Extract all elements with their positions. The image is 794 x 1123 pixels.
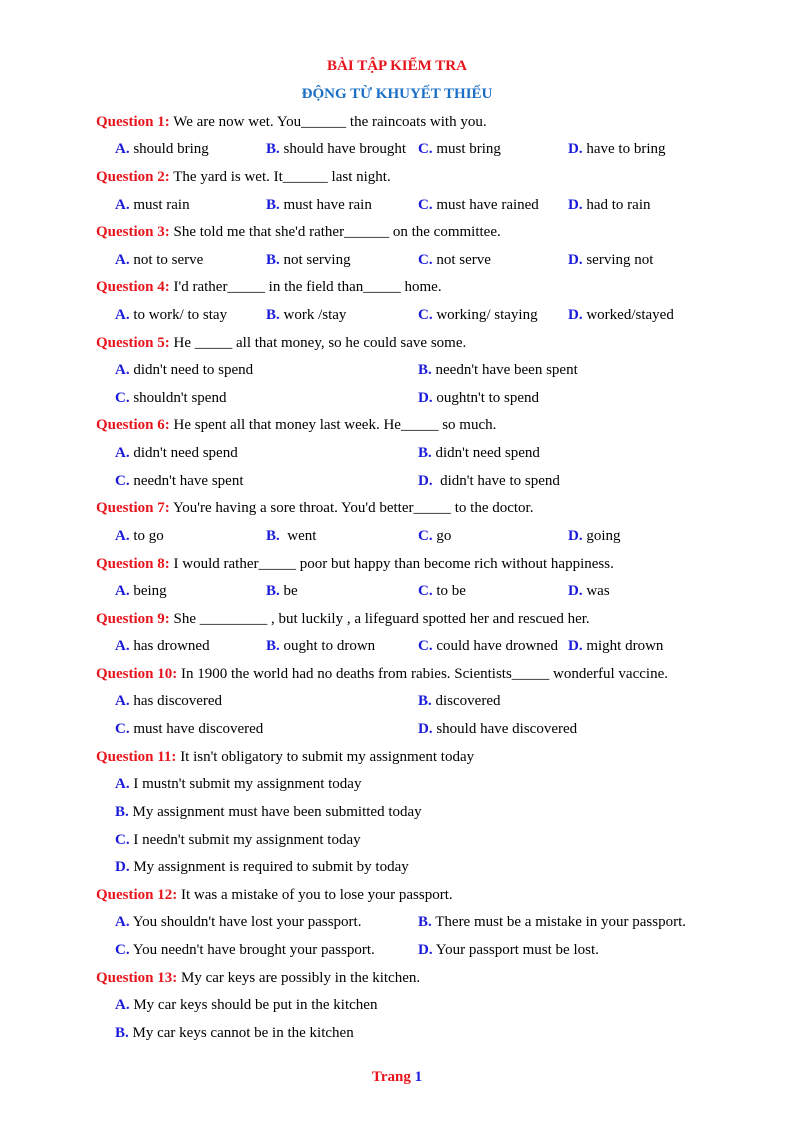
option-text: must have discovered (129, 721, 264, 737)
option-letter: A. (115, 997, 130, 1013)
answer-option[interactable] (115, 471, 244, 491)
question-label: Question 12: (96, 887, 178, 903)
question-4 (96, 277, 442, 297)
question-label: Question 4: (96, 279, 170, 295)
question-label: Question 6: (96, 417, 170, 433)
answer-option[interactable] (418, 388, 539, 408)
option-text: was (582, 583, 610, 599)
option-text: go (432, 528, 452, 544)
option-letter: A. (115, 252, 130, 268)
page-title: BÀI TẬP KIỂM TRA (327, 58, 467, 74)
question-5 (96, 333, 466, 353)
option-text: have to bring (582, 141, 666, 157)
question-text: She _________ , but luckily , a lifeguard spotted her and rescued her. (169, 611, 590, 627)
option-letter: B. (418, 445, 432, 461)
option-letter: C. (115, 721, 130, 737)
option-text: could have drowned (432, 638, 558, 654)
option-text: must rain (129, 197, 190, 213)
question-text: She told me that she'd rather______ on the committee. (169, 224, 501, 240)
footer-page-number: 1 (414, 1069, 423, 1085)
option-text: discovered (431, 693, 501, 709)
option-letter: D. (568, 252, 583, 268)
answer-option[interactable] (418, 526, 451, 546)
option-text: not serve (432, 252, 491, 268)
option-letter: B. (266, 528, 280, 544)
option-letter: B. (266, 197, 280, 213)
option-letter: C. (418, 141, 433, 157)
answer-option[interactable] (266, 581, 298, 601)
option-text: oughtn't to spend (432, 390, 540, 406)
answer-option[interactable] (115, 774, 361, 794)
option-text: didn't need spend (431, 445, 540, 461)
answer-option[interactable] (418, 581, 466, 601)
option-text: to be (432, 583, 466, 599)
option-text: You needn't have brought your passport. (129, 942, 375, 958)
option-text: has drowned (129, 638, 210, 654)
question-12 (96, 885, 453, 905)
option-text: going (582, 528, 621, 544)
option-text: didn't have to spend (432, 473, 560, 489)
option-text: My car keys should be put in the kitchen (129, 997, 378, 1013)
answer-option[interactable] (266, 195, 372, 215)
question-8 (96, 554, 614, 574)
option-letter: B. (266, 638, 280, 654)
answer-option[interactable] (115, 636, 210, 656)
answer-option[interactable] (115, 940, 375, 960)
answer-option[interactable] (115, 526, 164, 546)
option-letter: B. (266, 252, 280, 268)
option-text: didn't need to spend (129, 362, 254, 378)
question-label: Question 5: (96, 335, 170, 351)
option-letter: C. (418, 252, 433, 268)
question-text: I would rather_____ poor but happy than become rich without happiness. (169, 556, 614, 572)
option-text: might drown (582, 638, 664, 654)
question-6 (96, 415, 496, 435)
option-letter: D. (568, 528, 583, 544)
option-text: work /stay (279, 307, 347, 323)
answer-option[interactable] (418, 305, 538, 325)
question-13 (96, 968, 420, 988)
option-text: shouldn't spend (129, 390, 227, 406)
question-label: Question 9: (96, 611, 170, 627)
option-text: Your passport must be lost. (432, 942, 599, 958)
option-letter: C. (418, 197, 433, 213)
question-text: My car keys are possibly in the kitchen. (177, 970, 421, 986)
option-letter: D. (418, 721, 433, 737)
option-text: to go (129, 528, 164, 544)
question-text: We are now wet. You______ the raincoats with you. (169, 114, 487, 130)
answer-option[interactable] (568, 526, 621, 546)
answer-option[interactable] (266, 526, 316, 546)
answer-option[interactable] (418, 691, 501, 711)
answer-option[interactable] (568, 581, 610, 601)
answer-option[interactable] (115, 250, 203, 270)
answer-option[interactable] (418, 139, 501, 159)
option-letter: A. (115, 141, 130, 157)
option-text: I mustn't submit my assignment today (129, 776, 362, 792)
option-letter: B. (266, 583, 280, 599)
answer-option[interactable] (266, 250, 351, 270)
option-text: being (129, 583, 167, 599)
option-letter: D. (115, 859, 130, 875)
option-letter: C. (418, 528, 433, 544)
option-letter: C. (115, 832, 130, 848)
option-text: needn't have spent (129, 473, 244, 489)
question-label: Question 1: (96, 114, 170, 130)
answer-option[interactable] (115, 1023, 354, 1043)
answer-option[interactable] (115, 719, 263, 739)
question-text: The yard is wet. It______ last night. (169, 169, 391, 185)
option-text: My assignment must have been submitted today (128, 804, 422, 820)
answer-option[interactable] (418, 195, 539, 215)
option-letter: D. (568, 141, 583, 157)
question-text: He _____ all that money, so he could save some. (169, 335, 467, 351)
option-letter: C. (115, 390, 130, 406)
answer-option[interactable] (115, 581, 167, 601)
answer-option[interactable] (115, 305, 227, 325)
answer-option[interactable] (418, 250, 491, 270)
answer-option[interactable] (115, 195, 190, 215)
answer-option[interactable] (568, 250, 653, 270)
option-text: serving not (582, 252, 654, 268)
option-letter: B. (418, 362, 432, 378)
option-letter: D. (418, 390, 433, 406)
answer-option[interactable] (418, 471, 560, 491)
option-letter: C. (418, 638, 433, 654)
option-text: has discovered (129, 693, 223, 709)
option-text: worked/stayed (582, 307, 674, 323)
question-label: Question 7: (96, 500, 170, 516)
answer-option[interactable] (115, 691, 222, 711)
question-label: Question 10: (96, 666, 178, 682)
question-label: Question 8: (96, 556, 170, 572)
option-letter: A. (115, 914, 130, 930)
footer-page-word: Trang (371, 1069, 411, 1085)
option-letter: A. (115, 307, 130, 323)
answer-option[interactable] (115, 802, 422, 822)
option-text: working/ staying (432, 307, 538, 323)
answer-option[interactable] (568, 139, 666, 159)
option-letter: A. (115, 445, 130, 461)
answer-option[interactable] (115, 995, 377, 1015)
option-text: had to rain (582, 197, 651, 213)
question-text: I'd rather_____ in the field than_____ home. (169, 279, 442, 295)
question-text: He spent all that money last week. He_____ so much. (169, 417, 497, 433)
question-label: Question 13: (96, 970, 178, 986)
option-letter: C. (418, 583, 433, 599)
option-letter: D. (568, 583, 583, 599)
answer-option[interactable] (115, 388, 226, 408)
answer-option[interactable] (568, 305, 674, 325)
answer-option[interactable] (115, 443, 238, 463)
answer-option[interactable] (418, 360, 578, 380)
answer-option[interactable] (568, 636, 663, 656)
option-text: There must be a mistake in your passport. (431, 914, 687, 930)
option-letter: B. (418, 693, 432, 709)
answer-option[interactable] (266, 305, 346, 325)
question-3 (96, 222, 501, 242)
option-letter: B. (418, 914, 432, 930)
question-11 (96, 747, 474, 767)
option-text: You shouldn't have lost your passport. (129, 914, 362, 930)
answer-option[interactable] (568, 195, 651, 215)
option-text: should bring (129, 141, 209, 157)
answer-option[interactable] (418, 636, 558, 656)
option-letter: D. (568, 638, 583, 654)
option-text: ought to drown (279, 638, 376, 654)
option-letter: A. (115, 362, 130, 378)
option-text: be (279, 583, 298, 599)
option-letter: D. (568, 197, 583, 213)
option-text: My car keys cannot be in the kitchen (128, 1025, 354, 1041)
question-2 (96, 167, 391, 187)
answer-option[interactable] (266, 139, 406, 159)
answer-option[interactable] (115, 139, 209, 159)
question-9 (96, 609, 590, 629)
option-text: should have discovered (432, 721, 578, 737)
option-text: went (279, 528, 317, 544)
question-text: You're having a sore throat. You'd better_____ to the doctor. (169, 500, 534, 516)
question-text: It was a mistake of you to lose your passport. (177, 887, 453, 903)
question-text: In 1900 the world had no deaths from rabies. Scientists_____ wonderful vaccine. (177, 666, 668, 682)
answer-option[interactable] (418, 719, 577, 739)
option-text: needn't have been spent (431, 362, 578, 378)
answer-option[interactable] (115, 857, 409, 877)
option-letter: C. (418, 307, 433, 323)
option-letter: B. (115, 804, 129, 820)
page-footer (0, 1069, 794, 1086)
option-text: didn't need spend (129, 445, 238, 461)
question-10 (96, 664, 668, 684)
answer-option[interactable] (115, 830, 361, 850)
question-text: It isn't obligatory to submit my assignment today (176, 749, 475, 765)
option-text: should have brought (279, 141, 406, 157)
option-letter: D. (568, 307, 583, 323)
answer-option[interactable] (418, 912, 686, 932)
answer-option[interactable] (266, 636, 375, 656)
option-letter: C. (115, 942, 130, 958)
option-letter: A. (115, 583, 130, 599)
option-text: must bring (432, 141, 501, 157)
option-text: not to serve (129, 252, 204, 268)
question-7 (96, 498, 533, 518)
option-letter: A. (115, 776, 130, 792)
option-letter: B. (115, 1025, 129, 1041)
option-text: not serving (279, 252, 351, 268)
answer-option[interactable] (115, 912, 361, 932)
option-letter: A. (115, 638, 130, 654)
option-letter: A. (115, 528, 130, 544)
option-letter: C. (115, 473, 130, 489)
option-letter: B. (266, 307, 280, 323)
question-label: Question 2: (96, 169, 170, 185)
option-text: must have rained (432, 197, 539, 213)
option-letter: B. (266, 141, 280, 157)
option-text: to work/ to stay (129, 307, 228, 323)
page-subtitle: ĐỘNG TỪ KHUYẾT THIẾU (301, 86, 493, 102)
answer-option[interactable] (115, 360, 253, 380)
question-label: Question 3: (96, 224, 170, 240)
option-letter: A. (115, 693, 130, 709)
option-text: must have rain (279, 197, 372, 213)
option-letter: D. (418, 942, 433, 958)
answer-option[interactable] (418, 443, 540, 463)
option-letter: D. (418, 473, 433, 489)
option-letter: A. (115, 197, 130, 213)
answer-option[interactable] (418, 940, 599, 960)
question-label: Question 11: (96, 749, 177, 765)
option-text: I needn't submit my assignment today (129, 832, 361, 848)
option-text: My assignment is required to submit by today (129, 859, 409, 875)
question-1 (96, 112, 487, 132)
